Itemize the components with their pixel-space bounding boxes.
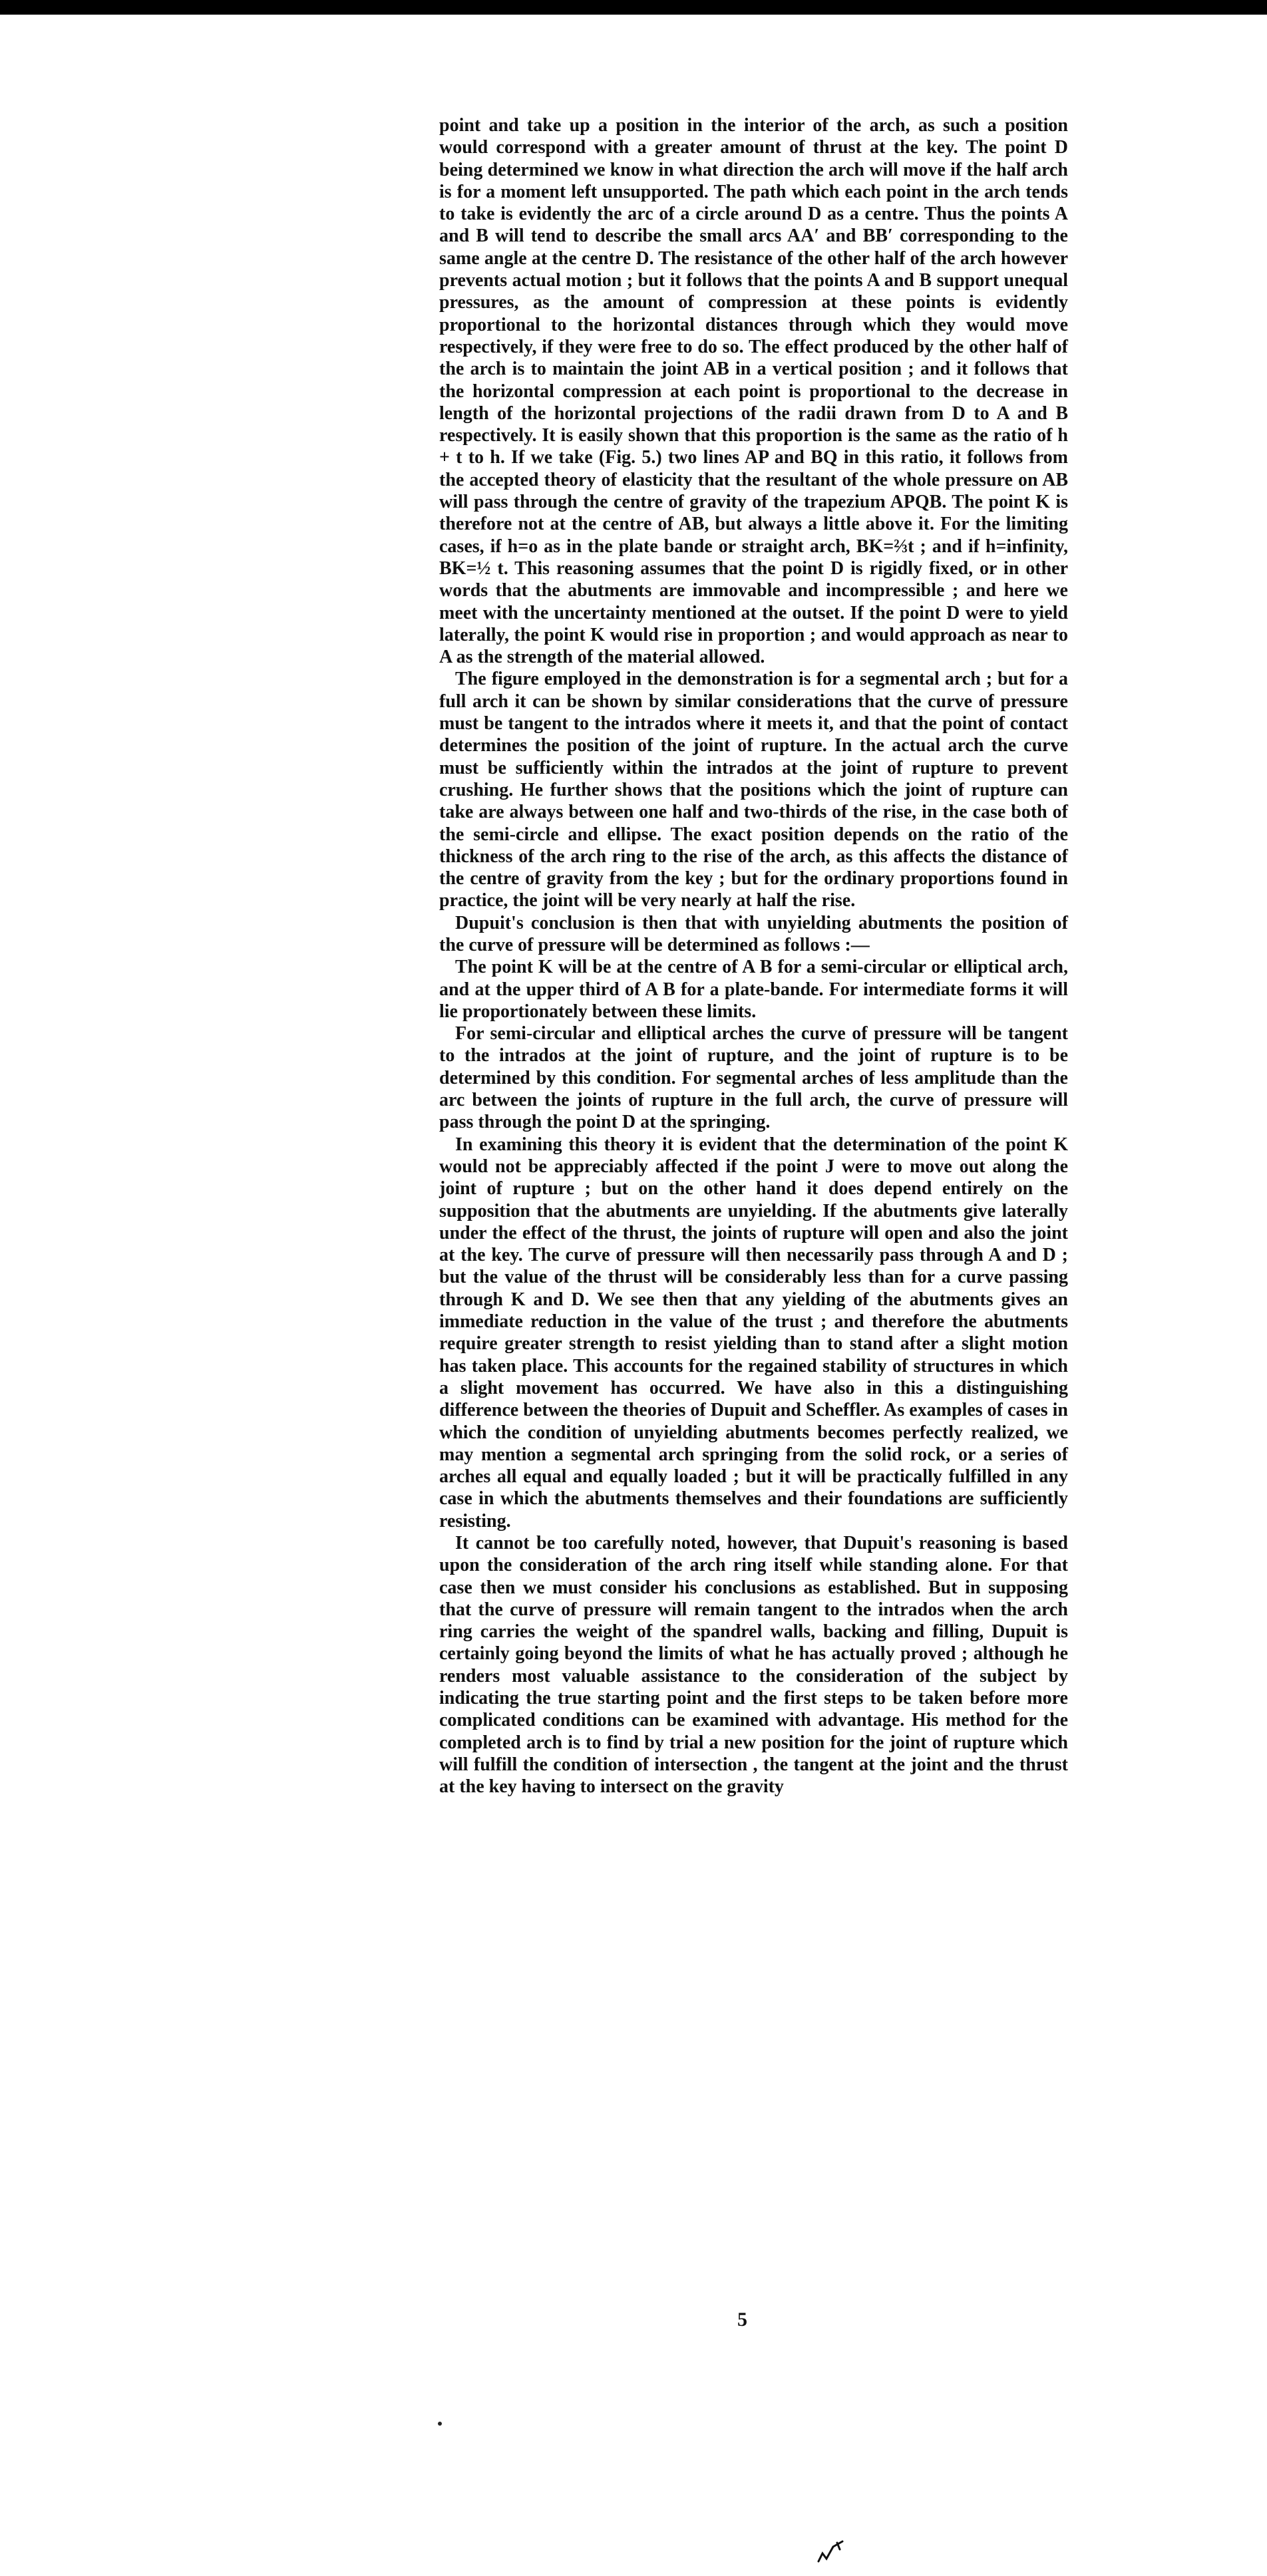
paragraph-7: It cannot be too carefully noted, however, that Dupuit's reasoning is based upon the consideration of the arch ring itself while standing alone. For that case then we must consider his conclusions as established. But in supposing that the curve of pressure will remain tangent to the intrados when the arch ring carries the weight of the spandrel walls, backing and filling, Dupuit is certainly going beyond the limits of what he has actually proved ; although he renders most valuable assistance to the consideration of the subject by indicating the true starting point and the first steps to be taken before more complicated conditions can be examined with advantage. His method for the completed arch is to find by trial a new position for the joint of rupture which will fulfill the condition of intersection , the tangent at the joint and the thrust at the key having to intersect on the gravity (439, 1533, 1068, 1798)
body-text (439, 114, 1068, 1798)
ink-speck (438, 2422, 442, 2426)
paragraph-5: For semi-circular and elliptical arches the curve of pressure will be tangent to the intrados at the joint of rupture, and the joint of rupture is to be determined by this condition. For segmental arches of less amplitude than the arc between the joints of rupture in the full arch, the curve of pressure will pass through the point D at the springing. (439, 1023, 1068, 1133)
paragraph-6: In examining this theory it is evident that the determination of the point K would not be appreciably affected if the point J were to move out along the joint of rupture ; but on the other hand it does depend entirely on the supposition that the abutments are unyielding. If the abutments give laterally under the effect of the thrust, the joints of rupture will open and also the joint at the key. The curve of pressure will then necessarily pass through A and D ; but the value of the thrust will be considerably less than for a curve passing through K and D. We see then that any yielding of the abutments gives an immediate reduction in the value of the trust ; and therefore the abutments require greater strength to resist yielding than to stand after a slight motion has taken place. This accounts for the regained stability of structures in which a slight movement has occurred. We have also in this a distinguishing difference between the theories of Dupuit and Scheffler. As examples of cases in which the condition of unyielding abutments becomes perfectly realized, we may mention a segmental arch springing from the solid rock, or a series of arches all equal and equally loaded ; but it will be practically fulfilled in any case in which the abutments themselves and their foundations are sufficiently resisting. (439, 1134, 1068, 1531)
paragraph-2: The figure employed in the demonstration is for a segmental arch ; but for a full arch it can be shown by similar considerations that the curve of pressure must be tangent to the intrados where it meets it, and that the point of contact determines the position of the joint of rupture. In the actual arch the curve must be sufficiently within the intrados at the joint of rupture to prevent crushing. He further shows that the positions which the joint of rupture can take are always between one half and two-thirds of the rise, in the case both of the semi-circle and ellipse. The exact position depends on the ratio of the thickness of the arch ring to the rise of the arch, as this affects the distance of the centre of gravity from the key ; but for the ordinary proportions found in practice, the joint will be very nearly at half the rise. (439, 669, 1068, 911)
handwritten-mark-icon (813, 2528, 853, 2568)
paragraph-4: The point K will be at the centre of A B for a semi-circular or elliptical arch, and at the upper third of A B for a plate-bande. For intermediate forms it will lie proportionately between these limits. (439, 957, 1068, 1022)
paragraph-3: Dupuit's conclusion is then that with unyielding abutments the position of the curve of pressure will be determined as follows :— (439, 912, 1068, 955)
scan-border-top (0, 0, 1267, 15)
page-number: 5 (737, 2309, 747, 2331)
paragraph-1: point and take up a position in the interior of the arch, as such a position would correspond with a greater amount of thrust at the key. The point D being determined we know in what direction the arch will move if the half arch is for a moment left unsupported. The path which each point in the arch tends to take is evidently the arc of a circle around D as a centre. Thus the points A and B will tend to describe the small arcs AA′ and BB′ corresponding to the same angle at the centre D. The resistance of the other half of the arch however prevents actual motion ; but it follows that the points A and B support unequal pressures, as the amount of compression at these points is evidently proportional to the horizontal distances through which they would move respectively, if they were free to do so. The effect produced by the other half of the arch is to maintain the joint AB in a vertical position ; and it follows that the horizontal compression at each point is proportional to the decrease in length of the horizontal projections of the radii drawn from D to A and B respectively. It is easily shown that this proportion is the same as the ratio of h + t to h. If we take (Fig. 5.) two lines AP and BQ in this ratio, it follows from the accepted theory of elasticity that the resultant of the whole pressure on AB will pass through the centre of gravity of the trapezium APQB. The point K is therefore not at the centre of AB, but always a little above it. For the limiting cases, if h=o as in the plate bande or straight arch, BK=⅔t ; and if h=infinity, BK=½ t. This reasoning assumes that the point D is rigidly fixed, or in other words that the abutments are immovable and incompressible ; and here we meet with the uncertainty mentioned at the outset. If the point D were to yield laterally, the point K would rise in proportion ; and would approach as near to A as the strength of the material allowed. (439, 115, 1068, 668)
scanned-page (0, 15, 1267, 2576)
